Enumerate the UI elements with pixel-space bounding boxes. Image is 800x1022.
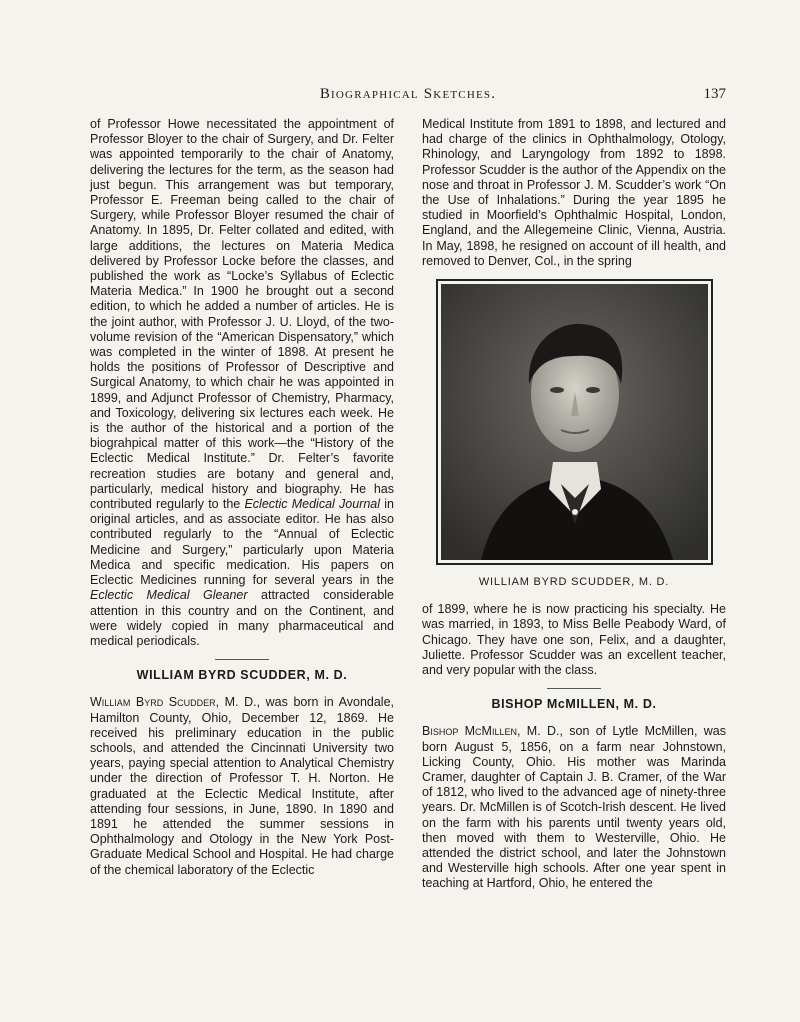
paragraph-scudder-bio xyxy=(90,695,394,877)
section-divider xyxy=(215,659,269,660)
portrait-frame xyxy=(436,279,713,565)
lead-name-mcmillen: Bishop McMillen, xyxy=(422,724,521,739)
right-column xyxy=(422,117,726,892)
page-number: 137 xyxy=(703,86,726,102)
left-column xyxy=(90,117,394,878)
felter-text-2: in original articles, and as associate editor. He has also contributed regularly to the “Annual of Eclectic Medicine and Surgery,” particularly upon Materia Medica and specific medication. His papers on Eclectic Medicines running for several years in the xyxy=(90,497,394,588)
paragraph-felter-continued xyxy=(90,117,394,649)
felter-text-1: of Professor Howe necessitated the appointment of Professor Bloyer to the chair of Surgery, and Dr. Felter was appointed temporarily to the chair of Anatomy, delivering the lectures for the term, as the season had just begun. This arrangement was but temporary, Professor E. Freeman being called to the chair of Surgery, while Professor Bloyer resumed the chair of Anatomy. In 1895, Dr. Felter collated and edited, with large additions, the lectures on Materia Medica delivered by Professor Locke before the classes, and published the work as “Locke’s Syllabus of Eclectic Materia Medica.” In 1900 he brought out a second edition, to which he added a number of articles. He is the joint author, with Professor J. U. Lloyd, of the two-volume revision of the “American Dispensatory,” which was completed in the winter of 1898. At present he holds the positions of Professor of Descriptive and Surgical Anatomy, to which chair he was appointed in 1899, and Adjunct Professor of Chemistry, Pharmacy, and Toxicology, delivering six lectures each week. He is the author of the historical and a portion of the biograhpical matter of this work—the “History of the Eclectic Medical Institute.” Dr. Felter’s favorite recreation studies are botany and general and, particularly, medical history and biography. He has contributed regularly to the xyxy=(90,117,394,512)
paragraph-scudder-continued: Medical Institute from 1891 to 1898, and lectured and had charge of the clinics in Ophthalmology, Otology, Rhinology, and Laryngology from 1892 to 1898. Professor Scudder is the author of the Appendix on the nose and throat in Professor J. M. Scudder’s work “On the Use of Inhalations.” During the year 1895 he studied in Moorfield’s Ophthalmic Hospital, London, England, and the Allegemeine Clinic, Vienna, Austria. In May, 1898, he resigned on account of ill health, and removed to Denver, Col., in the spring xyxy=(422,117,726,268)
portrait-caption: WILLIAM BYRD SCUDDER, M. D. xyxy=(478,576,670,589)
paragraph-mcmillen-bio xyxy=(422,724,726,891)
portrait-photo xyxy=(441,284,708,560)
lead-name-scudder: William Byrd Scudder, xyxy=(90,695,220,710)
scudder-text-1: M. D., was born in Avondale, Hamilton County, Ohio, December 12, 1869. He received his preliminary education in the public schools, and attended the Cincinnati University two years, paying special attention to Analytical Chemistry under the direction of Professor T. H. Norton. He graduated at the Eclectic Medical Institute, after attending four sessions, in June, 1890. In 1890 and 1891 he attended the summer sessions in Ophthalmology and Otology in the New York Post-Graduate Medical School and Hospital. He had charge of the chemical laboratory of the Eclectic xyxy=(90,695,395,877)
section-heading-scudder: WILLIAM BYRD SCUDDER, M. D. xyxy=(136,668,348,683)
felter-text-3: attracted considerable attention in this country and on the Continent, and were widely copied in many pharmaceutical and medical periodicals. xyxy=(90,588,394,648)
section-heading-mcmillen: BISHOP McMILLEN, M. D. xyxy=(491,697,657,712)
portrait-figure xyxy=(422,279,726,590)
journal-title-2: Eclectic Medical Gleaner xyxy=(90,588,248,603)
journal-title-1: Eclectic Medical Journal xyxy=(244,497,381,512)
mcmillen-text-1: M. D., son of Lytle McMillen, was born August 5, 1856, on a farm near Johnstown, Licking County, Ohio. His mother was Marinda Cramer, daughter of Captain J. B. Cramer, of the War of 1812, who lived to the advanced age of ninety-three years. Dr. McMillen is of Scotch-Irish descent. He lived on the farm with his parents until twenty years old, then moved with them to Westerville, Ohio. He attended the district school, and later the Johnstown and Westerville high schools. After one year spent in teaching at Hartford, Ohio, he entered the xyxy=(422,724,726,891)
paragraph-scudder-end: of 1899, where he is now practicing his specialty. He was married, in 1893, to Miss Belle Peabody Ward, of Chicago. They have one son, Felix, and a daughter, Juliette. Professor Scudder was an excellent teacher, and very popular with the class. xyxy=(422,602,726,678)
running-head xyxy=(90,86,726,108)
running-title: Biographical Sketches. xyxy=(319,86,497,102)
section-divider-2 xyxy=(547,688,601,689)
